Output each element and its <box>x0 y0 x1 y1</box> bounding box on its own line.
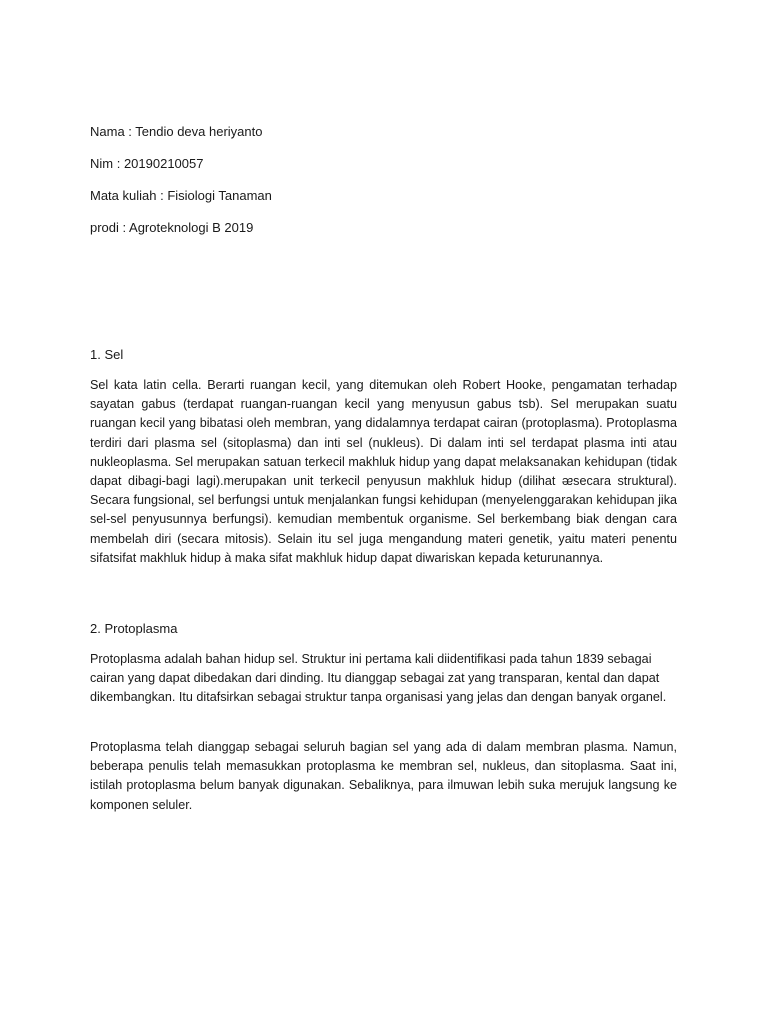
paragraph-sel: Sel kata latin cella. Berarti ruangan kecil, yang ditemukan oleh Robert Hooke, pengamatan terhadap sayatan gabus (terdapat ruangan-ruangan kecil yang menyusun gabus tsb). Sel merupakan suatu ruangan kecil yang bibatasi oleh membran, yang didalamnya terdapat cairan (protoplasma). Protoplasma terdiri dari plasma sel (sitoplasma) dan inti sel (nukleus). Di dalam inti sel terdapat plasma inti atau nukleoplasma. Sel merupakan satuan terkecil makhluk hidup yang dapat melaksanakan kehidupan (tidak dapat dibagi-bagi lagi).merupakan unit terkecil penyusun makhluk hidup (dilihat ᴂsecara struktural). Secara fungsional, sel berfungsi untuk menjalankan fungsi kehidupan (menyelenggarakan kehidupan jika sel-sel penyusunnya berfungsi). kemudian membentuk organisme. Sel berkembang biak dengan cara membelah diri (secara mitosis). Selain itu sel juga mengandung materi genetik, yaitu materi penentu sifatsifat makhluk hidup à maka sifat makhluk hidup dapat diwariskan kepada keturunannya. <box>90 378 677 565</box>
student-name: Nama : Tendio deva heriyanto <box>90 124 263 139</box>
section-heading-sel: 1. Sel <box>90 347 124 362</box>
study-program: prodi : Agroteknologi B 2019 <box>90 220 254 235</box>
paragraph-protoplasma-2: Protoplasma telah dianggap sebagai seluruh bagian sel yang ada di dalam membran plasma. Namun, beberapa penulis telah memasukkan protoplasma ke membran sel, nukleus, dan sitoplasma. Saat ini, istilah protoplasma belum banyak digunakan. Sebaliknya, para ilmuwan lebih suka merujuk langsung ke komponen seluler. <box>90 740 677 812</box>
section-heading-protoplasma: 2. Protoplasma <box>90 621 178 636</box>
paragraph-protoplasma-1: Protoplasma adalah bahan hidup sel. Struktur ini pertama kali diidentifikasi pada tahun 1839 sebagai cairan yang dapat dibedakan dari dinding. Itu dianggap sebagai zat yang transparan, kental dan dapat dikembangkan. Itu ditafsirkan sebagai struktur tanpa organisasi yang jelas dan dengan banyak organel. <box>90 652 667 705</box>
student-id: Nim : 20190210057 <box>90 156 204 171</box>
document-page <box>90 0 677 1024</box>
course-name: Mata kuliah : Fisiologi Tanaman <box>90 188 272 203</box>
